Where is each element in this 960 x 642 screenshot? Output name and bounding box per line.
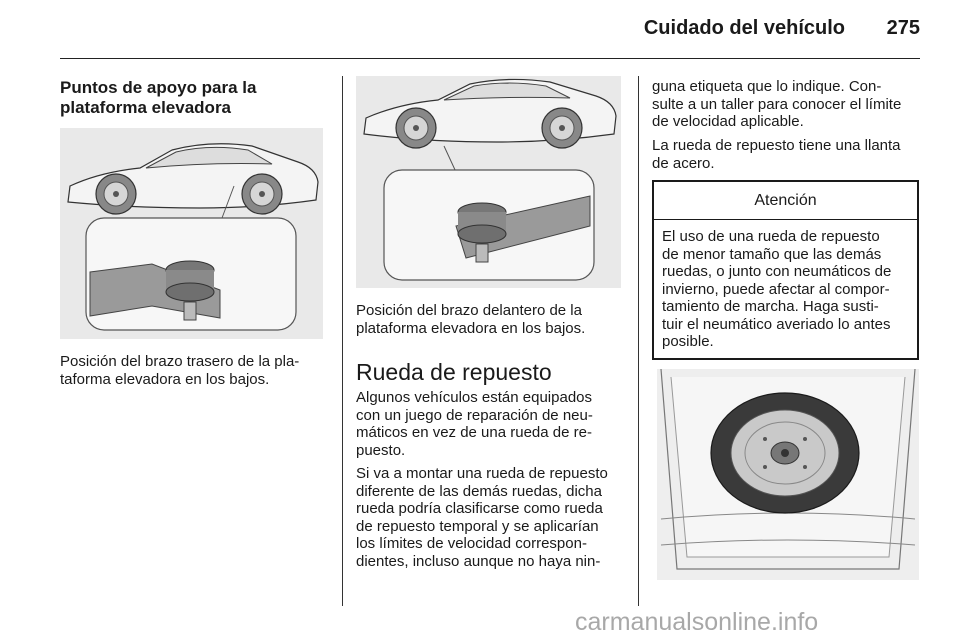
attention-body: El uso de una rueda de repuesto de menor tamaño que las demás ruedas, o junto con neumáticos de invierno, puede afectar al compor- tamiento de marcha. Haga susti- tuir el neumático averiado lo antes posible. [662,228,892,350]
lift-points-heading: Puntos de apoyo para la plataforma elevadora [60,78,257,117]
spare-wheel-heading: Rueda de repuesto [356,359,552,385]
spare-wheel-paragraph-1: Algunos vehículos están equipados con un juego de reparación de neu- máticos en vez de una rueda de re- puesto. [356,389,593,459]
spare-wheel-illustration [657,369,919,580]
column-divider-1 [342,76,343,606]
front-lift-point-illustration [356,76,621,288]
column-divider-2 [638,76,639,606]
watermark: carmanualsonline.info [575,608,819,636]
steel-rim-paragraph: La rueda de repuesto tiene una llanta de acero. [652,137,901,172]
page-header-title: Cuidado del vehículo [643,17,845,39]
spare-wheel-icon [657,369,919,580]
page-number: 275 [886,17,920,39]
front-lift-point-icon [356,76,621,288]
rear-lift-caption: Posición del brazo trasero de la pla- taforma elevadora en los bajos. [60,353,300,388]
attention-notice [652,180,919,360]
rear-lift-point-icon [60,128,323,339]
front-lift-caption: Posición del brazo delantero de la plataforma elevadora en los bajos. [356,302,586,337]
spare-wheel-paragraph-2: Si va a montar una rueda de repuesto diferente de las demás ruedas, dicha rueda podría clasificarse como rueda de repuesto temporal y se aplicarían los límites de velocidad correspon- dientes, incluso aunque no haya nin- [356,465,608,570]
rear-lift-point-illustration [60,128,323,339]
attention-title: Atención [654,182,917,220]
header-rule [60,58,920,59]
speed-limit-paragraph: guna etiqueta que lo indique. Con- sulte a un taller para conocer el límite de velocidad aplicable. [652,78,902,130]
